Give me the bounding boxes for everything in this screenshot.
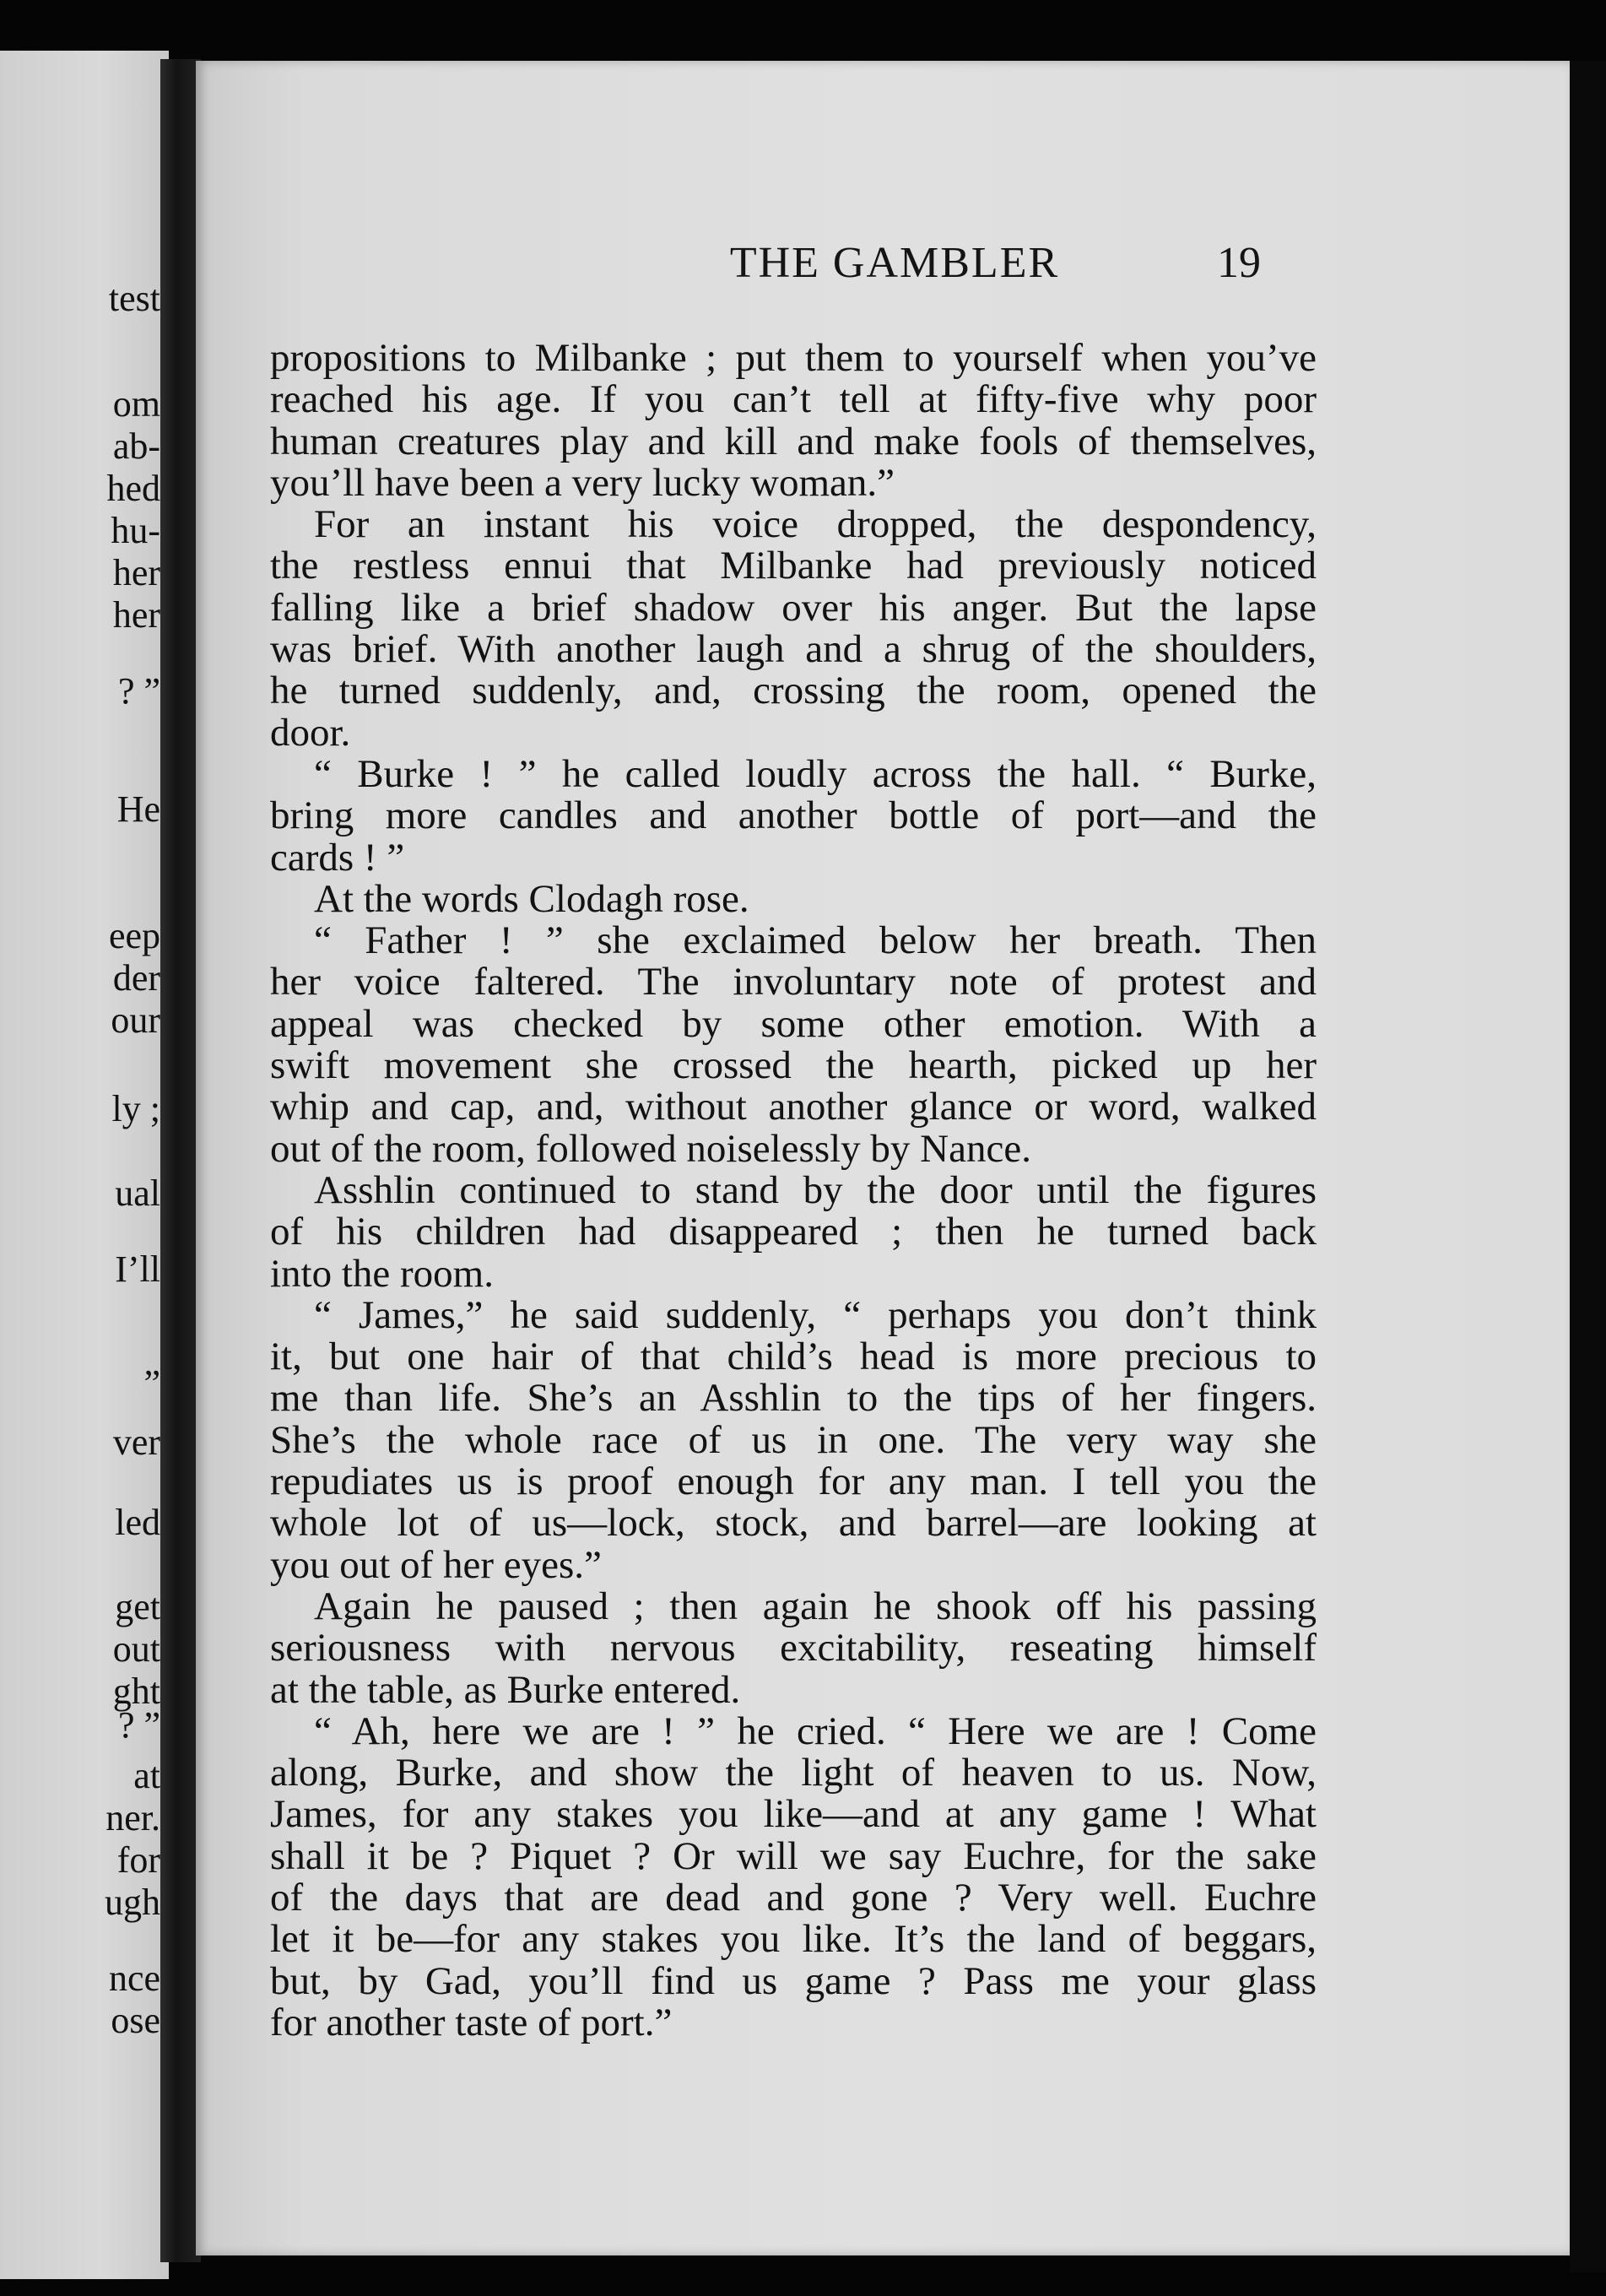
text-line: into the room. (270, 1251, 494, 1296)
text-line: cards ! ” (270, 835, 405, 880)
previous-page-fragment: hed (106, 468, 160, 509)
binding-gutter (160, 59, 201, 2262)
text-line: “ Father ! ” she exclaimed below her breath. Then (314, 918, 1317, 963)
text-line: of his children had disappeared ; then he turned back (270, 1210, 1317, 1254)
previous-page-fragment: om (112, 383, 160, 425)
text-line: bring more candles and another bottle of port—and the (270, 793, 1317, 838)
previous-page-fragment: ver (112, 1421, 160, 1463)
previous-page-fragment: test (108, 278, 160, 319)
text-line: along, Burke, and show the light of heaven to us. Now, (270, 1751, 1317, 1795)
previous-page-fragment: for (116, 1839, 160, 1881)
previous-page-fragment: ” (143, 1362, 160, 1404)
text-line: out of the room, followed noiselessly by Nance. (270, 1126, 1031, 1171)
text-line: propositions to Milbanke ; put them to yourself when you’ve (270, 336, 1317, 380)
text-line: her voice faltered. The involuntary note of protest and (270, 960, 1317, 1004)
text-line: door. (270, 710, 351, 755)
previous-page-fragment: ? ” (117, 670, 160, 712)
text-line: “ Burke ! ” he called loudly across the hall. “ Burke, (314, 751, 1317, 796)
text-line: whip and cap, and, without another glance or word, walked (270, 1085, 1317, 1129)
text-line: She’s the whole race of us in one. The very way she (270, 1417, 1317, 1462)
previous-page-fragment: her (112, 594, 160, 636)
text-line: let it be—for any stakes you like. It’s the land of beggars, (270, 1917, 1317, 1962)
text-line: James, for any stakes you like—and at any game ! What (270, 1792, 1317, 1837)
text-line: the restless ennui that Milbanke had previously noticed (270, 544, 1317, 588)
previous-page-fragment: I’ll (115, 1248, 160, 1290)
previous-page-fragment: at (133, 1755, 160, 1796)
text-line: shall it be ? Piquet ? Or will we say Euchre, for the sake (270, 1833, 1317, 1878)
previous-page-fragment: hu- (111, 510, 160, 551)
text-line: but, by Gad, you’ll find us game ? Pass me your glass (270, 1958, 1317, 2003)
previous-page-fragment: He (116, 788, 160, 830)
previous-page-fragment: led (115, 1502, 160, 1543)
text-line: it, but one hair of that child’s head is more precious to (270, 1335, 1317, 1379)
text-line: falling like a brief shadow over his anger. But the lapse (270, 585, 1317, 630)
previous-page-fragment: ght (112, 1671, 160, 1712)
text-line: Asshlin continued to stand by the door until the figures (314, 1167, 1317, 1212)
text-line: for another taste of port.” (270, 2000, 673, 2044)
previous-page-fragment: ose (111, 2000, 160, 2041)
running-title: THE GAMBLER (729, 239, 1060, 287)
text-line: Again he paused ; then again he shook off his passing (314, 1584, 1317, 1628)
previous-page-fragment: her (112, 552, 160, 593)
previous-page-fragment: out (112, 1628, 160, 1670)
text-line: human creatures play and kill and make fools of themselves, (270, 419, 1317, 463)
text-line: at the table, as Burke entered. (270, 1667, 741, 1712)
text-line: you’ll have been a very lucky woman.” (270, 460, 895, 505)
text-line: appeal was checked by some other emotion. With a (270, 1001, 1317, 1046)
text-line: At the words Clodagh rose. (314, 876, 749, 921)
previous-page-fragment: ual (115, 1172, 160, 1214)
text-line: repudiates us is proof enough for any man. I tell you the (270, 1459, 1317, 1504)
body-text (270, 338, 1317, 2044)
previous-page-fragment: ? ” (117, 1704, 160, 1746)
text-line: seriousness with nervous excitability, reseating himself (270, 1626, 1317, 1671)
scan-border (1570, 61, 1606, 2272)
text-line: whole lot of us—lock, stock, and barrel—are looking at (270, 1501, 1317, 1546)
text-line: you out of her eyes.” (270, 1542, 602, 1587)
text-line: he turned suddenly, and, crossing the room, opened the (270, 669, 1317, 713)
previous-page-fragment: eep (108, 915, 160, 956)
previous-page-fragment: ner. (105, 1797, 160, 1838)
text-line: reached his age. If you can’t tell at fifty-five why poor (270, 377, 1317, 422)
previous-page-fragment: our (111, 999, 160, 1041)
text-line: was brief. With another laugh and a shrug of the shoulders, (270, 627, 1317, 672)
text-line: For an instant his voice dropped, the despondency, (314, 502, 1317, 547)
text-line: of the days that are dead and gone ? Very well. Euchre (270, 1875, 1317, 1920)
previous-page-fragment: ab- (112, 425, 160, 467)
previous-page-fragment: get (115, 1586, 160, 1627)
text-line: “ Ah, here we are ! ” he cried. “ Here we are ! Come (314, 1708, 1317, 1753)
previous-page-fragment: nce (108, 1958, 160, 1999)
previous-page-edge (0, 51, 169, 2279)
text-line: me than life. She’s an Asshlin to the tips of her fingers. (270, 1376, 1317, 1421)
book-page (196, 61, 1570, 2255)
running-head (196, 221, 1570, 306)
previous-page-fragment: ugh (105, 1882, 160, 1923)
page-number: 19 (1217, 239, 1261, 287)
text-line: swift movement she crossed the hearth, picked up her (270, 1043, 1317, 1088)
text-line: “ James,” he said suddenly, “ perhaps you don’t think (314, 1292, 1317, 1337)
previous-page-fragment: ly ; (111, 1088, 160, 1129)
previous-page-fragment: der (112, 957, 160, 999)
